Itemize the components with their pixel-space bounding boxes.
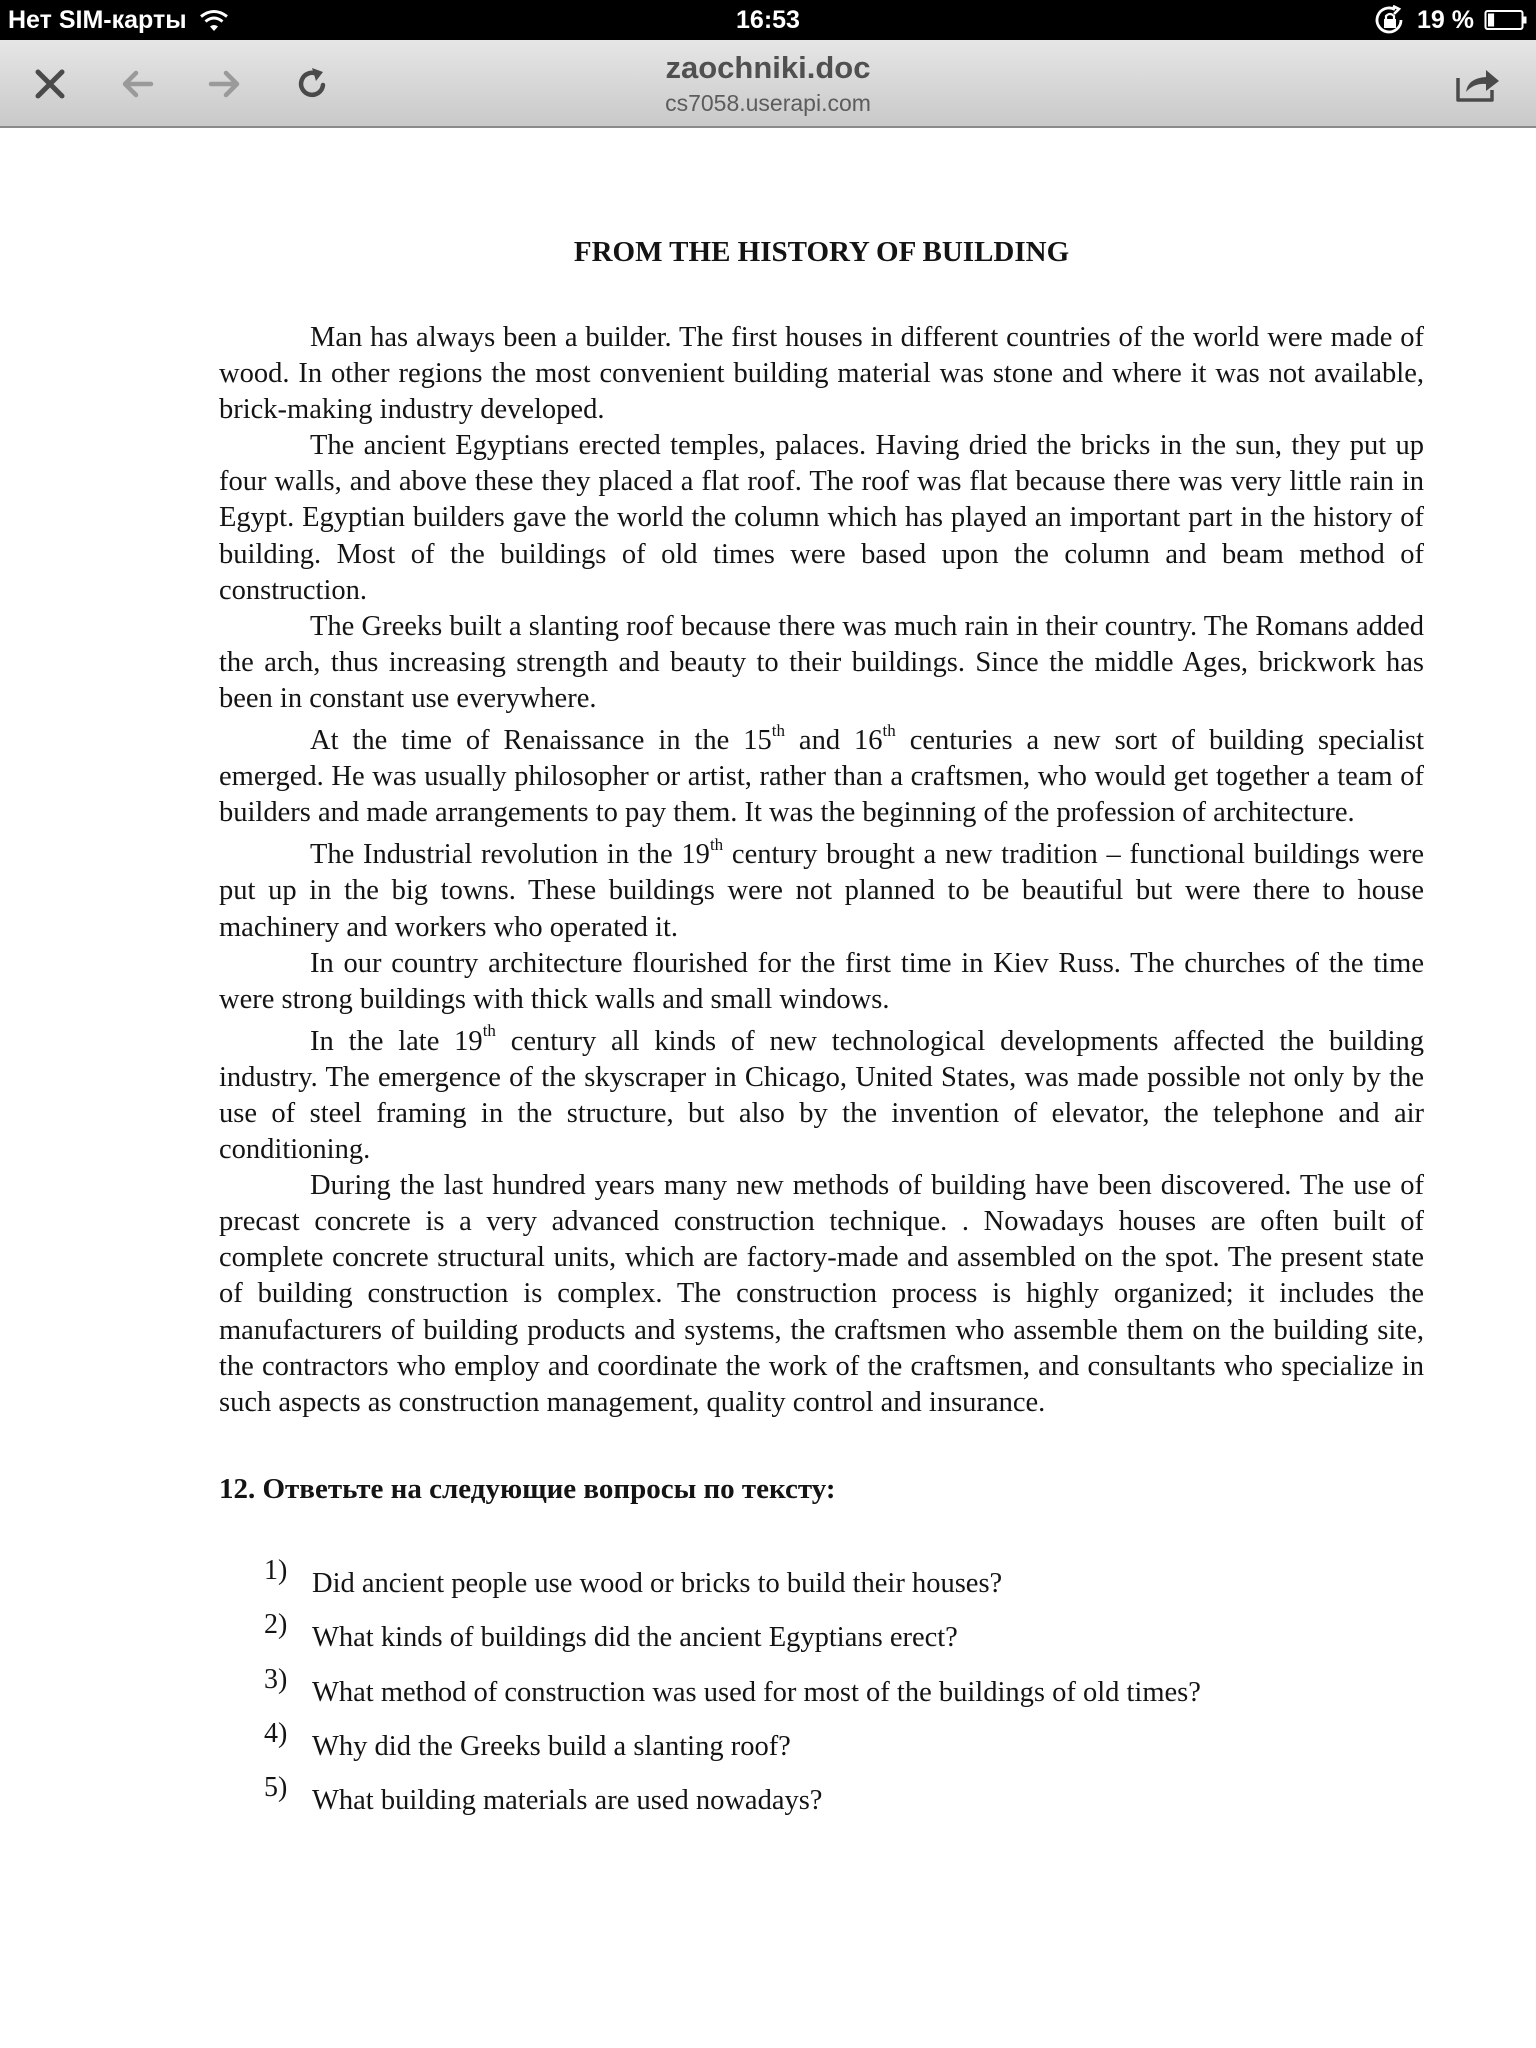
- question-item: [219, 1609, 1424, 1674]
- document-body: [219, 320, 1424, 1421]
- battery-percent: 19 %: [1417, 5, 1474, 34]
- question-number: 2): [264, 1609, 288, 1641]
- question-text: What method of construction was used for most of the buildings of old times?: [312, 1676, 1201, 1708]
- orientation-lock-icon: [1373, 5, 1407, 35]
- document-title-bar: zaochniki.doc: [665, 50, 871, 85]
- battery-icon: [1484, 8, 1528, 32]
- question-item: [219, 1663, 1424, 1729]
- p5-text-b: century brought a new tradition – functional buildings were put up in the big towns. These buildings were not planned to be beautiful but were there to house machinery and workers who operated it.: [219, 839, 1425, 943]
- question-text: What building materials are used nowadays?: [312, 1785, 823, 1817]
- paragraph-6: In our country architecture flourished for the first time in Kiev Russ. The churches of the time were strong buildings with thick walls and small windows.: [219, 947, 1424, 1015]
- paragraph-7: [219, 1021, 1424, 1168]
- p7-text-a: In the late 19: [310, 1025, 483, 1057]
- paragraph-4: [219, 720, 1424, 831]
- status-right-group: [1373, 5, 1528, 35]
- p4-text-b: and 16: [784, 725, 883, 757]
- p4-text-c: centuries a new sort of building specialist emerged. He was usually philosopher or artist, rather than a craftsmen, who would get together a team of builders and made arrangements to pay them. It was the beginning of the profession of architecture.: [219, 725, 1424, 829]
- carrier-label: Нет SIM-карты: [8, 6, 187, 34]
- paragraph-3: The Greeks built a slanting roof because there was much rain in their country. The Romans added the arch, thus increasing strength and beauty to their buildings. Since the middle Ages, brickwork has been in constant use everywhere.: [219, 610, 1424, 714]
- question-text: What kinds of buildings did the ancient Egyptians erect?: [312, 1622, 958, 1654]
- status-time: 16:53: [736, 6, 800, 34]
- browser-toolbar: [0, 40, 1536, 128]
- paragraph-8: During the last hundred years many new methods of building have been discovered. The use of precast concrete is a very advanced construction technique. . Nowadays houses are often built of complete concrete structural units, which are factory-made and assembled on the spot. The present state of building construction is complex. The construction process is highly organized; it includes the manufacturers of building products and systems, the craftsmen who assemble them on the building site, the contractors who employ and coordinate the work of the craftsmen, and consultants who specialize in such aspects as construction management, quality control and insurance.: [219, 1170, 1424, 1418]
- document-page: [219, 222, 1424, 1837]
- address-url[interactable]: cs7058.userapi.com: [665, 90, 871, 116]
- share-icon: [1454, 64, 1502, 104]
- p7-text-b: century all kinds of new technological developments affected the building industry. The emergence of the skyscraper in Chicago, United States, was made possible not only by the use of steel framing in the structure, but also by the invention of elevator, the telephone and air conditioning.: [219, 1025, 1424, 1166]
- question-number: 1): [264, 1554, 288, 1586]
- share-button[interactable]: [1454, 60, 1502, 108]
- status-bar: [0, 0, 1536, 40]
- question-number: 3): [264, 1663, 288, 1695]
- document-heading: FROM THE HISTORY OF BUILDING: [573, 236, 1070, 268]
- question-item: [219, 1554, 1424, 1620]
- p7-superscript: th: [482, 1021, 496, 1041]
- task-heading: 12. Ответьте на следующие вопросы по тексту:: [219, 1472, 836, 1505]
- p5-text-a: The Industrial revolution in the 19: [310, 839, 710, 871]
- p4-superscript-2: th: [882, 720, 896, 740]
- p4-text-a: At the time of Renaissance in the 15: [310, 725, 772, 757]
- paragraph-1: Man has always been a builder. The first houses in different countries of the world were made of wood. In other regions the most convenient building material was stone and where it was not available, brick-making industry developed.: [219, 322, 1424, 426]
- question-text: Why did the Greeks build a slanting roof?: [312, 1730, 791, 1762]
- paragraph-5: [219, 834, 1425, 945]
- question-number: 5): [264, 1772, 288, 1804]
- paragraph-2: The ancient Egyptians erected temples, palaces. Having dried the bricks in the sun, they put up four walls, and above these they placed a flat roof. The roof was flat because there was very little rain in Egypt. Egyptian builders gave the world the column which has played an important part in the history of building. Most of the buildings of old times were based upon the column and beam method of construction.: [219, 430, 1424, 606]
- p5-superscript: th: [709, 834, 724, 854]
- question-item: [219, 1772, 1424, 1837]
- question-text: Did ancient people use wood or bricks to build their houses?: [312, 1567, 1003, 1599]
- question-item: [219, 1717, 1424, 1783]
- question-list: [219, 1554, 1424, 1837]
- p4-superscript-1: th: [771, 720, 785, 740]
- question-number: 4): [264, 1717, 288, 1749]
